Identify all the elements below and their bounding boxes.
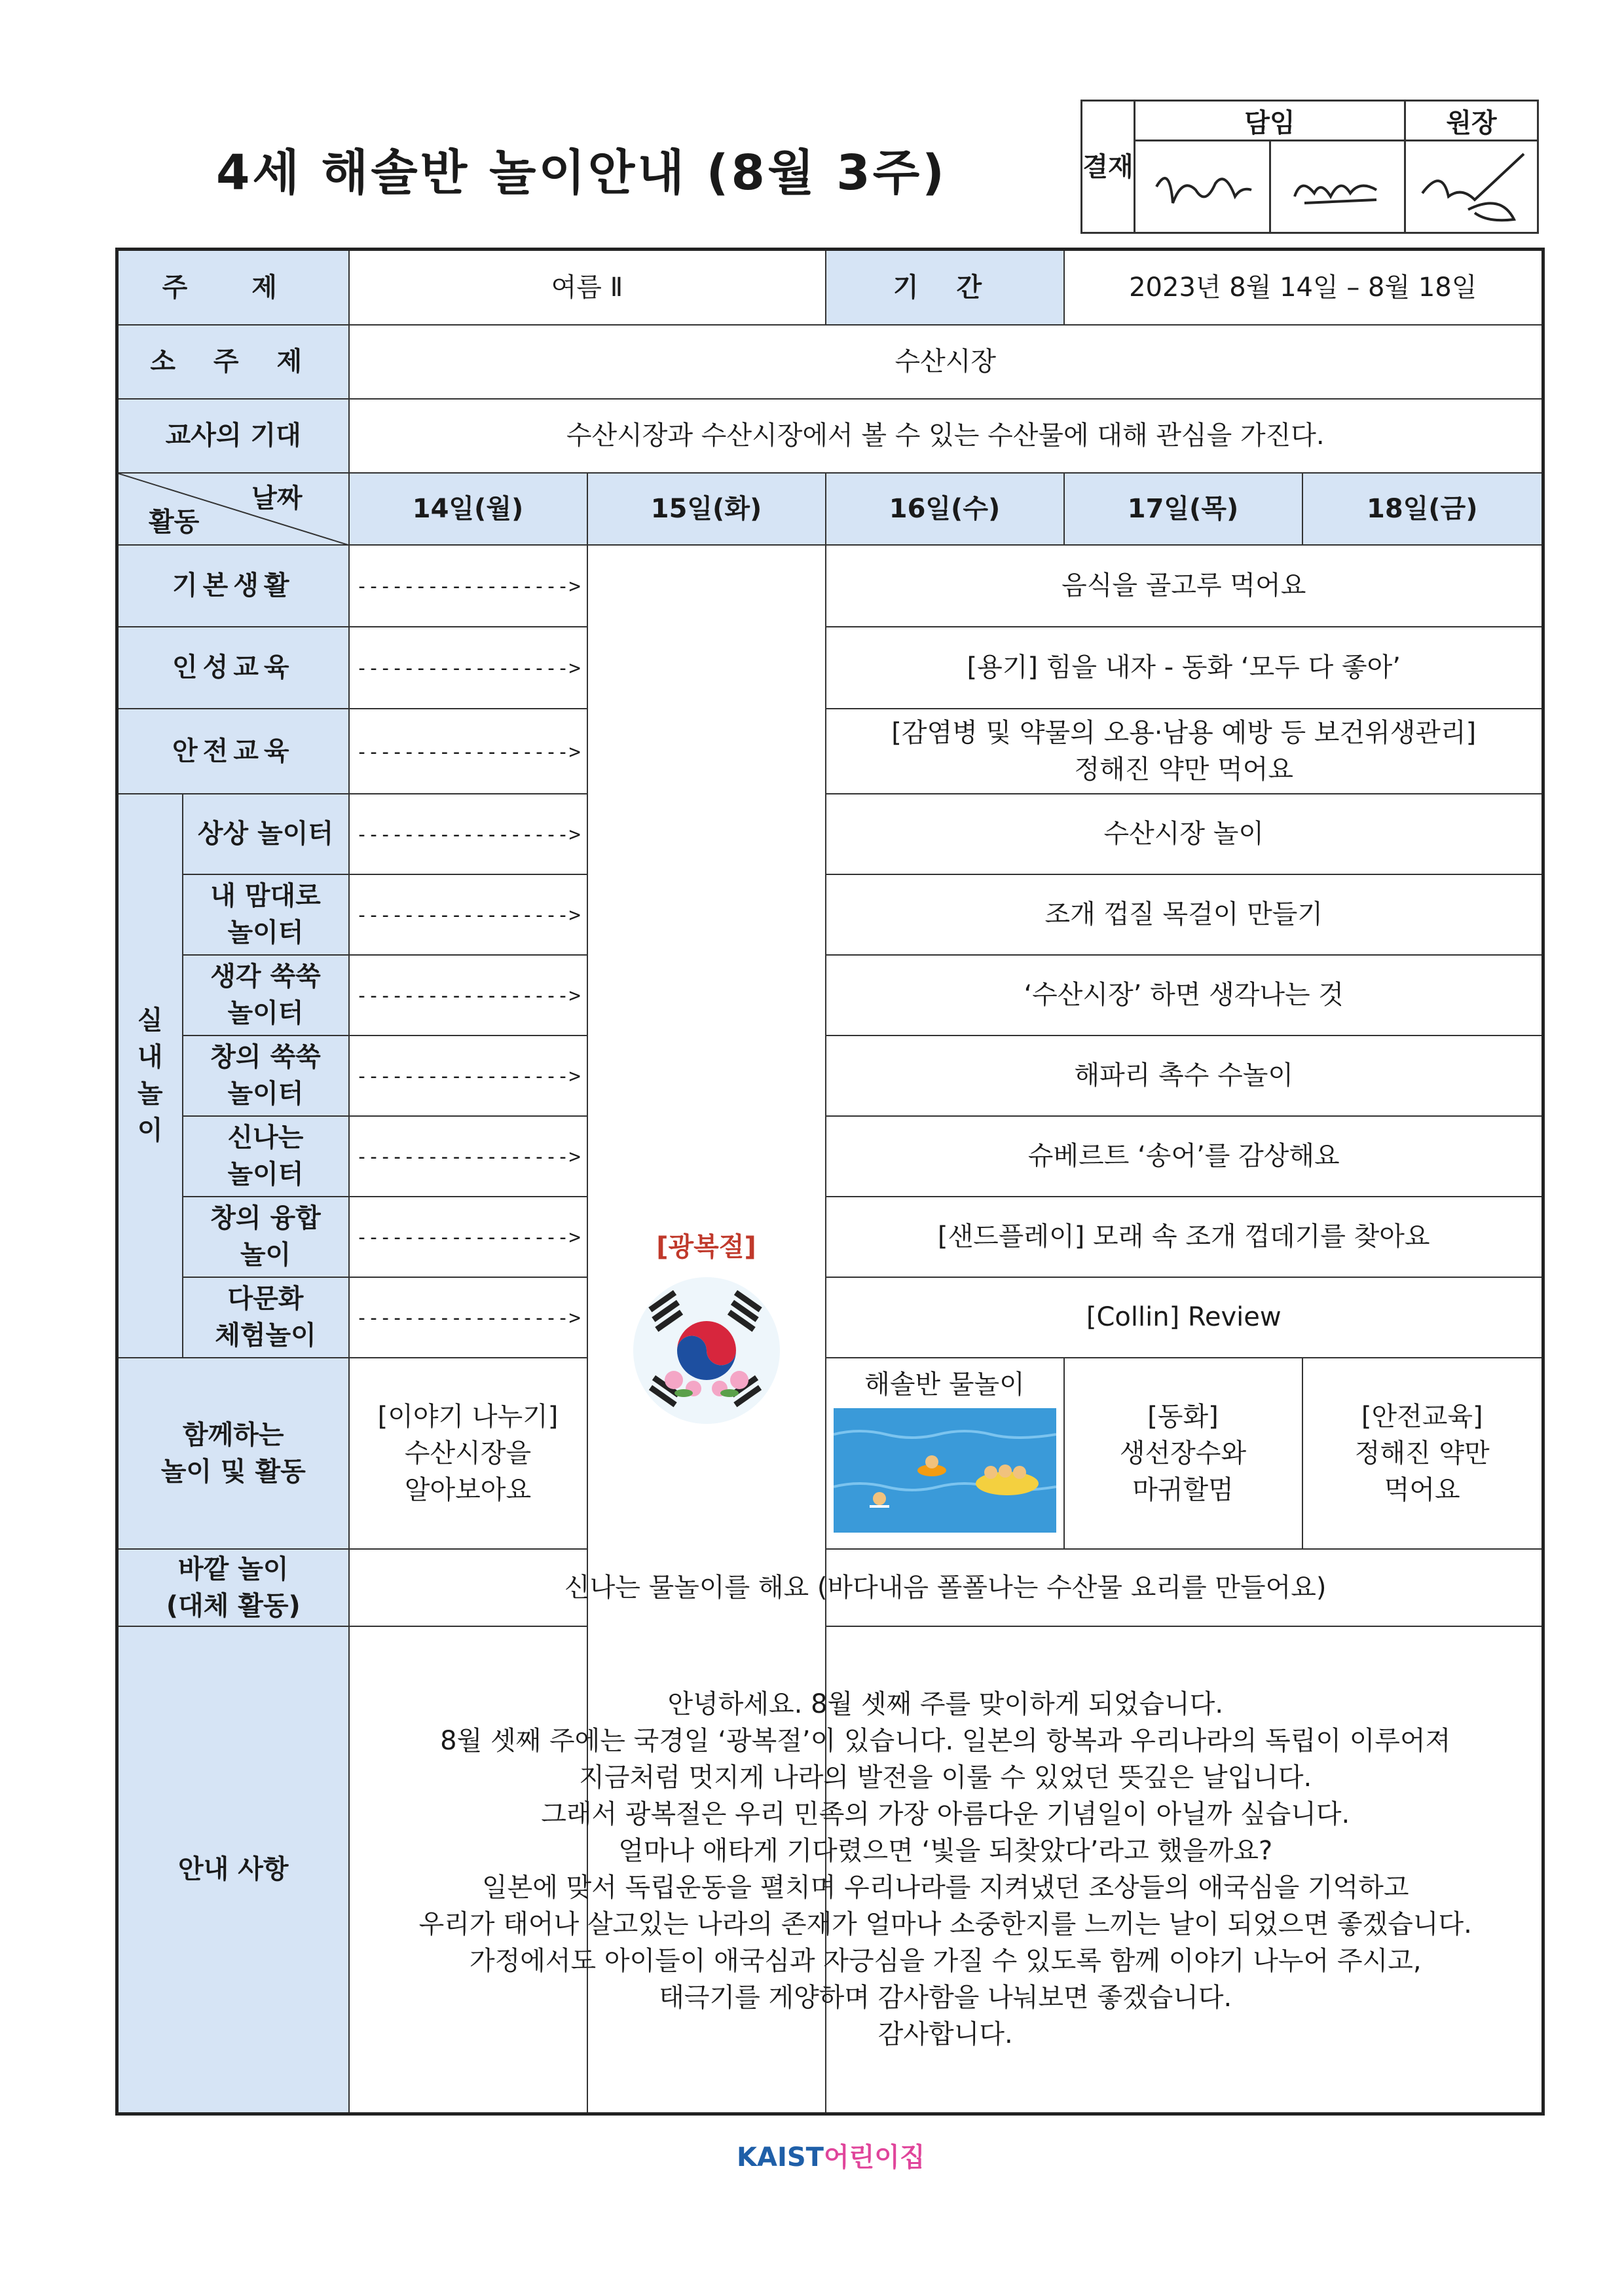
safety-edu-line1: [감염병 및 약물의 오용·남용 예방 등 보건위생관리] <box>891 717 1477 748</box>
notice-line: 우리가 태어나 살고있는 나라의 존재가 얼마나 소중한지를 느끼는 날이 되었으면 좋겠습니다. <box>418 1909 1472 1940</box>
subtheme-value: 수산시장 <box>349 325 1543 399</box>
kaist-kindergarten-logo: KAIST어린이집 <box>737 2142 925 2173</box>
signature-homeroom-1 <box>1135 141 1270 233</box>
indoor-label-convergence: 창의 융합 놀이 <box>183 1197 349 1277</box>
expectation-value: 수산시장과 수산시장에서 볼 수 있는 수산물에 대해 관심을 가진다. <box>349 399 1543 473</box>
indoor-arrow-1: ------------------> <box>349 794 587 874</box>
indoor-arrow-6: ------------------> <box>349 1197 587 1277</box>
indoor-arrow-5: ------------------> <box>349 1116 587 1197</box>
signature-homeroom-2 <box>1270 141 1405 233</box>
basic-life-arrow: ------------------> <box>349 545 587 627</box>
day-thu: 17일(목) <box>1064 473 1302 545</box>
indoor-arrow-7: ------------------> <box>349 1277 587 1358</box>
indoor-arrow-2: ------------------> <box>349 874 587 955</box>
outdoor-label: 바깥 놀이 (대체 활동) <box>117 1549 349 1626</box>
safety-edu-value <box>826 709 1543 794</box>
subtheme-label: 소 주 제 <box>117 325 349 399</box>
notice-line: 안녕하세요. 8월 셋째 주를 맞이하게 되었습니다. <box>667 1689 1224 1720</box>
indoor-label-free: 내 맘대로 놀이터 <box>183 874 349 955</box>
signature-director <box>1405 141 1538 233</box>
indoor-label-thinking: 생각 쑥쑥 놀이터 <box>183 955 349 1036</box>
indoor-value-convergence: [샌드플레이] 모래 속 조개 껍데기를 찾아요 <box>826 1197 1543 1277</box>
approval-box <box>1080 100 1539 234</box>
homeroom-label: 담임 <box>1135 101 1405 141</box>
together-wed-text: 해솔반 물놀이 <box>864 1369 1025 1400</box>
indoor-value-fun: 슈베르트 ‘송어’를 감상해요 <box>826 1116 1543 1197</box>
director-label: 원장 <box>1405 101 1538 141</box>
approval-label: 결재 <box>1082 101 1135 233</box>
indoor-label-fun: 신나는 놀이터 <box>183 1116 349 1197</box>
day-wed: 16일(수) <box>826 473 1064 545</box>
page-title: 4세 해솔반 놀이안내 (8월 3주) <box>216 145 947 201</box>
character-edu-value: [용기] 힘을 내자 - 동화 ‘모두 다 좋아’ <box>826 627 1543 709</box>
notice-line: 일본에 맞서 독립운동을 펼치며 우리나라를 지켜냈던 조상들의 애국심을 기억하고 <box>482 1873 1409 1903</box>
expectation-label: 교사의 기대 <box>117 399 349 473</box>
indoor-play-label: 실 내 놀 이 <box>117 794 183 1358</box>
play-plan-table <box>115 248 1545 2116</box>
notice-line: 얼마나 애타게 기다렸으면 ‘빛을 되찾았다’라고 했을까요? <box>618 1836 1273 1867</box>
corner-date: 날짜 <box>251 483 303 513</box>
theme-value: 여름 Ⅱ <box>349 250 826 325</box>
together-mon: [이야기 나누기] 수산시장을 알아보아요 <box>349 1358 587 1549</box>
corner-activity: 활동 <box>149 506 200 537</box>
notice-line: 8월 셋째 주에는 국경일 ‘광복절’이 있습니다. 일본의 항복과 우리나라의 독립이 이루어져 <box>440 1726 1451 1757</box>
indoor-value-free: 조개 껍질 목걸이 만들기 <box>826 874 1543 955</box>
notice-line: 감사합니다. <box>877 2019 1013 2050</box>
outdoor-value: 신나는 물놀이를 해요 (바다내음 폴폴나는 수산물 요리를 만들어요) <box>349 1549 1543 1626</box>
indoor-label-imagination: 상상 놀이터 <box>183 794 349 874</box>
together-thu: [동화] 생선장수와 마귀할멈 <box>1064 1358 1302 1549</box>
indoor-arrow-3: ------------------> <box>349 955 587 1036</box>
character-edu-label: 인성교육 <box>117 627 349 709</box>
period-value: 2023년 8월 14일 – 8월 18일 <box>1064 250 1543 325</box>
theme-label: 주 제 <box>117 250 349 325</box>
notice-line: 태극기를 게양하며 감사함을 나눠보면 좋겠습니다. <box>659 1983 1232 2013</box>
date-activity-corner <box>117 473 349 545</box>
basic-life-value: 음식을 골고루 먹어요 <box>826 545 1543 627</box>
indoor-arrow-4: ------------------> <box>349 1036 587 1116</box>
period-label: 기 간 <box>826 250 1064 325</box>
holiday-label: [광복절] <box>656 1231 756 1262</box>
day-tue: 15일(화) <box>587 473 826 545</box>
notice-body <box>349 1626 1543 2114</box>
safety-edu-label: 안전교육 <box>117 709 349 794</box>
notice-line: 그래서 광복절은 우리 민족의 가장 아름다운 기념일이 아닐까 싶습니다. <box>541 1799 1350 1830</box>
notice-label: 안내 사항 <box>117 1626 349 2114</box>
indoor-value-thinking: ‘수산시장’ 하면 생각나는 것 <box>826 955 1543 1036</box>
safety-edu-arrow: ------------------> <box>349 709 587 794</box>
indoor-value-creative: 해파리 촉수 수놀이 <box>826 1036 1543 1116</box>
indoor-label-creative: 창의 쑥쑥 놀이터 <box>183 1036 349 1116</box>
basic-life-label: 기본생활 <box>117 545 349 627</box>
notice-line: 지금처럼 멋지게 나라의 발전을 이룰 수 있었던 뜻깊은 날입니다. <box>579 1763 1312 1793</box>
character-edu-arrow: ------------------> <box>349 627 587 709</box>
day-mon: 14일(월) <box>349 473 587 545</box>
day-fri: 18일(금) <box>1302 473 1543 545</box>
notice-line: 가정에서도 아이들이 애국심과 자긍심을 가질 수 있도록 함께 이야기 나누어 주시고, <box>469 1946 1422 1977</box>
together-wed <box>826 1358 1064 1549</box>
safety-edu-line2: 정해진 약만 먹어요 <box>1074 754 1294 785</box>
swimming-pool-illustration <box>834 1408 1056 1533</box>
indoor-value-multicultural: [Collin] Review <box>826 1277 1543 1358</box>
together-label: 함께하는 놀이 및 활동 <box>117 1358 349 1549</box>
indoor-label-multicultural: 다문화 체험놀이 <box>183 1277 349 1358</box>
indoor-value-imagination: 수산시장 놀이 <box>826 794 1543 874</box>
taegukgi-icon <box>621 1272 792 1429</box>
together-fri: [안전교육] 정해진 약만 먹어요 <box>1302 1358 1543 1549</box>
